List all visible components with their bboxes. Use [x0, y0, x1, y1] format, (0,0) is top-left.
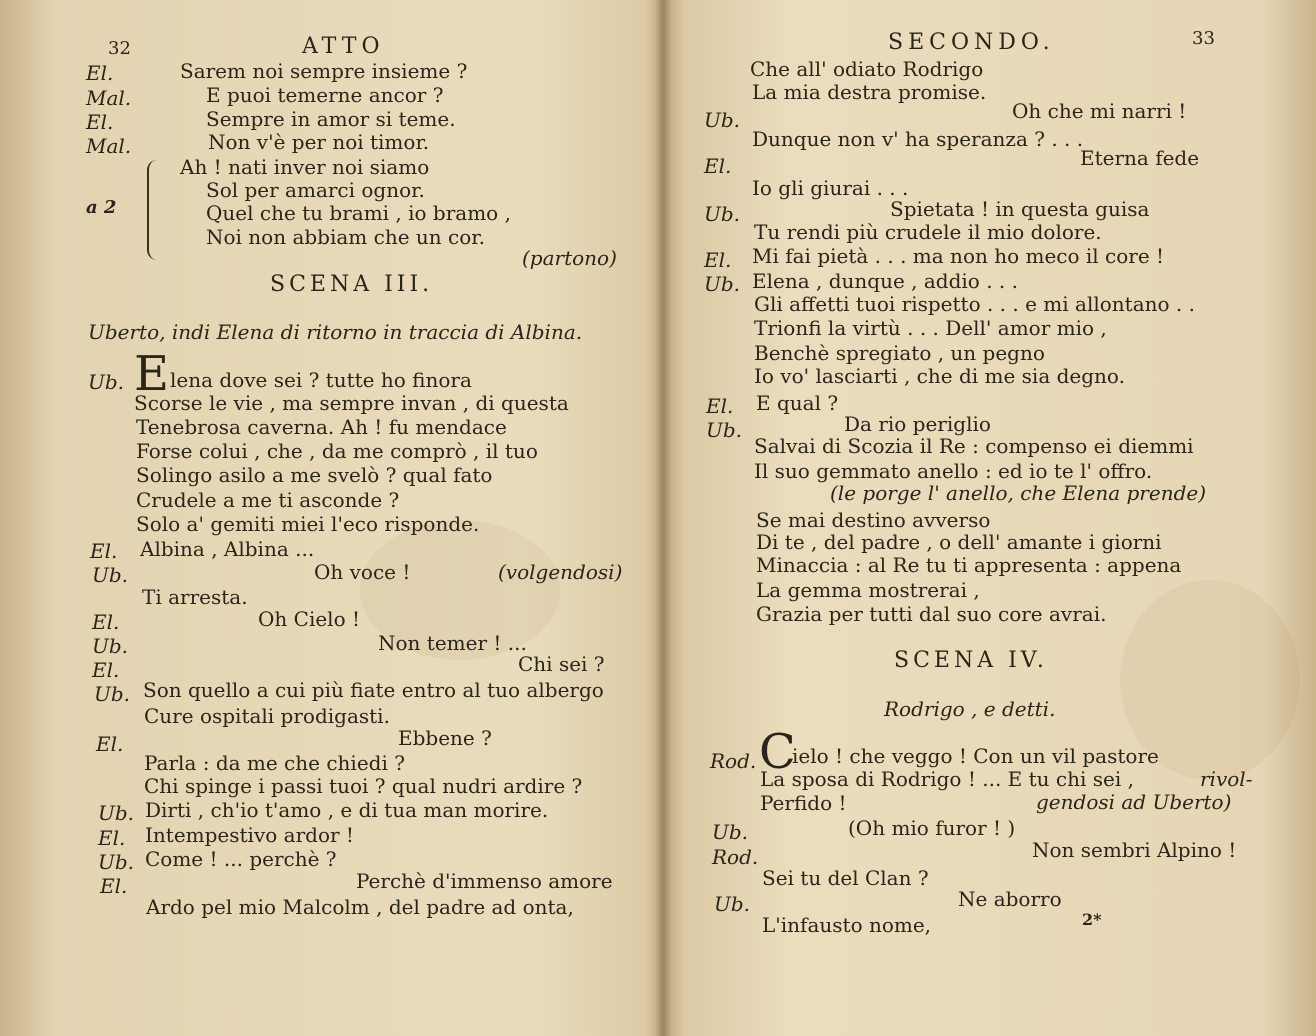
- speaker-label: El.: [704, 248, 732, 272]
- speaker-label: Ub.: [88, 370, 125, 394]
- verse-line: Mi fai pietà . . . ma non ho meco il core !: [752, 244, 1165, 268]
- verse-line: Sei tu del Clan ?: [762, 866, 929, 890]
- verse-line: Crudele a me ti asconde ?: [136, 488, 400, 512]
- verse-line: Elena , dunque , addio . . .: [752, 269, 1018, 293]
- verse-line: Oh Cielo !: [258, 607, 361, 631]
- speaker-label: El.: [86, 110, 114, 134]
- verse-line: Quel che tu brami , io bramo ,: [206, 201, 511, 225]
- verse-line: La sposa di Rodrigo ! ... E tu chi sei ,: [760, 767, 1134, 791]
- speaker-label: Ub.: [92, 563, 129, 587]
- verse-line: Albina , Albina ...: [140, 537, 315, 561]
- verse-line: Forse colui , che , da me comprò , il tuo: [136, 439, 538, 463]
- speaker-label: Ub.: [704, 272, 741, 296]
- verse-line: Non temer ! ...: [378, 631, 527, 655]
- speaker-label: Ub.: [712, 820, 749, 844]
- stage-direction: (partono): [522, 246, 617, 270]
- verse-line: Ne aborro: [958, 887, 1062, 911]
- verse-line: Come ! ... perchè ?: [145, 847, 337, 871]
- drop-cap: C: [759, 724, 796, 780]
- verse-line: Solo a' gemiti miei l'eco risponde.: [136, 512, 480, 536]
- speaker-label: El.: [90, 539, 118, 563]
- verse-line: ielo ! che veggo ! Con un vil pastore: [792, 744, 1159, 768]
- speaker-label: Ub.: [98, 801, 135, 825]
- verse-line: (Oh mio furor ! ): [848, 816, 1016, 840]
- verse-line: Grazia per tutti dal suo core avrai.: [756, 602, 1107, 626]
- verse-line: Eterna fede: [1080, 146, 1200, 170]
- speaker-label: Ub.: [704, 202, 741, 226]
- verse-line: Oh che mi narri !: [1012, 99, 1187, 123]
- verse-line: L'infausto nome,: [762, 913, 932, 937]
- speaker-label: Ub.: [94, 682, 131, 706]
- speaker-label: Rod.: [712, 845, 759, 869]
- verse-line: Chi spinge i passi tuoi ? qual nudri ardire ?: [144, 774, 583, 798]
- signature-mark: 2*: [1082, 910, 1102, 929]
- verse-line: Salvai di Scozia il Re : compenso ei diemmi: [754, 434, 1194, 458]
- scene-title: SCENA III.: [270, 272, 434, 297]
- verse-line: Sol per amarci ognor.: [206, 178, 425, 202]
- speaker-label: El.: [86, 61, 114, 85]
- verse-line: Ah ! nati inver noi siamo: [180, 155, 430, 179]
- page-number: 33: [1192, 28, 1215, 49]
- speaker-label: El.: [92, 610, 120, 634]
- verse-line: Parla : da me che chiedi ?: [144, 751, 405, 775]
- verse-line: Tu rendi più crudele il mio dolore.: [754, 220, 1102, 244]
- verse-line: Da rio periglio: [844, 412, 991, 436]
- speaker-label: Mal.: [86, 86, 132, 110]
- page-number: 32: [108, 38, 131, 59]
- speaker-label: El.: [706, 394, 734, 418]
- running-header: ATTO: [302, 34, 385, 59]
- scene-direction: Rodrigo , e detti.: [884, 697, 1056, 721]
- verse-line: Il suo gemmato anello : ed io te l' offro.: [754, 459, 1153, 483]
- speaker-label: Rod.: [710, 749, 757, 773]
- verse-line: Noi non abbiam che un cor.: [206, 225, 485, 249]
- speaker-label: Ub.: [704, 108, 741, 132]
- speaker-label: Mal.: [86, 134, 132, 158]
- speaker-label: Ub.: [98, 850, 135, 874]
- speaker-label: El.: [92, 658, 120, 682]
- speaker-label: El.: [704, 154, 732, 178]
- verse-line: Trionfi la virtù . . . Dell' amor mio ,: [754, 316, 1107, 340]
- right-page: [662, 0, 1316, 1036]
- verse-line: Son quello a cui più fiate entro al tuo albergo: [143, 678, 604, 702]
- verse-line: Cure ospitali prodigasti.: [144, 704, 390, 728]
- verse-line: Io vo' lasciarti , che di me sia degno.: [754, 364, 1125, 388]
- verse-line: Dirti , ch'io t'amo , e di tua man morire.: [145, 798, 549, 822]
- verse-line: Ebbene ?: [398, 726, 492, 750]
- speaker-label: Ub.: [92, 634, 129, 658]
- stage-direction: (le porge l' anello, che Elena prende): [830, 481, 1207, 505]
- verse-line: Che all' odiato Rodrigo: [750, 57, 984, 81]
- stage-direction: gendosi ad Uberto): [1036, 790, 1232, 814]
- speaker-label: El.: [100, 874, 128, 898]
- verse-line: Spietata ! in questa guisa: [890, 197, 1150, 221]
- verse-line: La gemma mostrerai ,: [756, 578, 980, 602]
- verse-line: Non v'è per noi timor.: [208, 130, 430, 154]
- verse-line: Se mai destino avverso: [756, 508, 991, 532]
- verse-line: Perchè d'immenso amore: [356, 869, 613, 893]
- verse-brace: [147, 160, 159, 260]
- verse-line: Tenebrosa caverna. Ah ! fu mendace: [136, 415, 507, 439]
- verse-line: Io gli giurai . . .: [752, 176, 909, 200]
- verse-line: Ardo pel mio Malcolm , del padre ad onta,: [146, 895, 574, 919]
- verse-line: Solingo asilo a me svelò ? qual fato: [136, 463, 493, 487]
- stage-direction: rivol-: [1200, 767, 1253, 791]
- running-header: SECONDO.: [888, 30, 1055, 55]
- a2-label: a 2: [86, 197, 117, 218]
- verse-line: Gli affetti tuoi rispetto . . . e mi allontano . .: [754, 292, 1195, 316]
- speaker-label: Ub.: [706, 418, 743, 442]
- drop-cap: E: [134, 346, 170, 402]
- verse-line: Dunque non v' ha speranza ? . . .: [752, 127, 1084, 151]
- verse-line: Perfido !: [760, 791, 847, 815]
- speaker-label: El.: [96, 732, 124, 756]
- scene-direction: Uberto, indi Elena di ritorno in traccia di Albina.: [88, 320, 583, 344]
- verse-line: Sempre in amor si teme.: [206, 107, 456, 131]
- speaker-label: El.: [98, 826, 126, 850]
- scene-title: SCENA IV.: [894, 648, 1048, 673]
- stage-direction: (volgendosi): [498, 560, 623, 584]
- verse-line: E puoi temerne ancor ?: [206, 83, 444, 107]
- verse-line: Sarem noi sempre insieme ?: [180, 59, 468, 83]
- verse-line: E qual ?: [756, 391, 839, 415]
- verse-line: Oh voce !: [314, 560, 411, 584]
- verse-line: Di te , del padre , o dell' amante i giorni: [756, 530, 1162, 554]
- verse-line: Intempestivo ardor !: [145, 823, 354, 847]
- verse-line: Scorse le vie , ma sempre invan , di questa: [134, 391, 569, 415]
- verse-line: La mia destra promise.: [752, 80, 987, 104]
- verse-line: Minaccia : al Re tu ti appresenta : appena: [756, 553, 1182, 577]
- verse-line: lena dove sei ? tutte ho finora: [170, 368, 472, 392]
- verse-line: Non sembri Alpino !: [1032, 838, 1237, 862]
- speaker-label: Ub.: [714, 892, 751, 916]
- verse-line: Benchè spregiato , un pegno: [754, 341, 1045, 365]
- verse-line: Chi sei ?: [518, 652, 605, 676]
- verse-line: Ti arresta.: [142, 585, 248, 609]
